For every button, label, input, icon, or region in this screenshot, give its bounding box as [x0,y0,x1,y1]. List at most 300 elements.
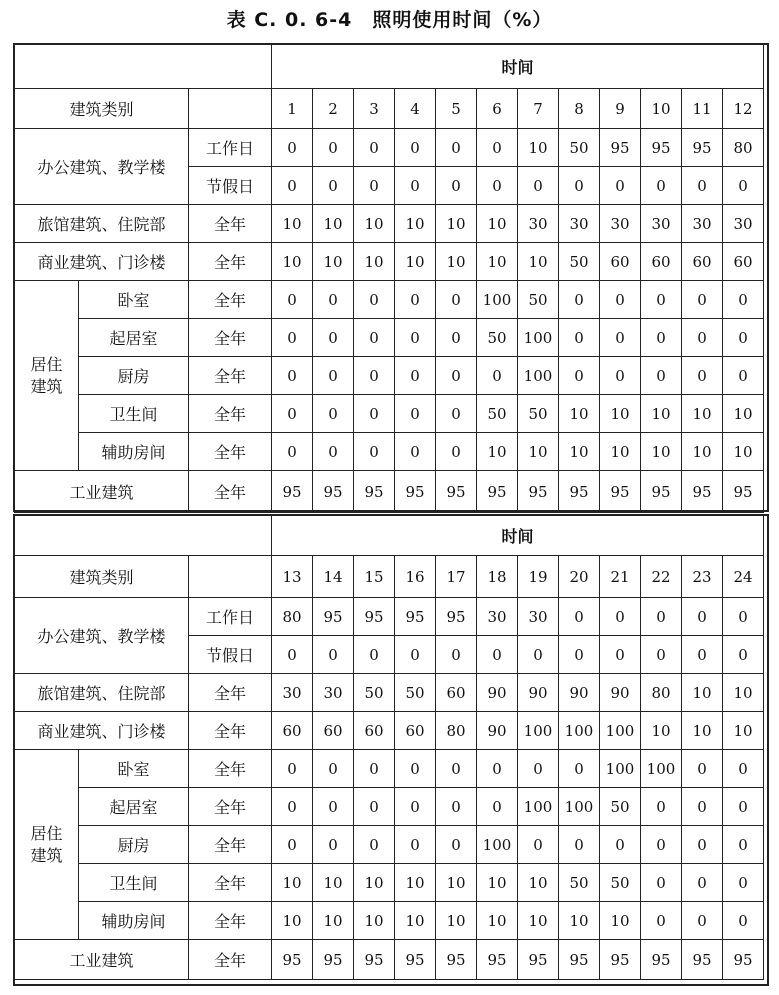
value-cell: 0 [559,598,600,636]
table-title: 表 C. 0. 6-4 照明使用时间（%） [226,9,553,31]
value-cell: 10 [395,205,436,243]
category-cell: 旅馆建筑、住院部 [15,205,189,243]
value-cell: 0 [272,826,313,864]
value-cell: 95 [559,940,600,980]
value-cell: 10 [641,433,682,471]
value-cell: 0 [354,319,395,357]
value-cell: 0 [682,281,723,319]
value-cell: 0 [436,129,477,167]
time-header-row [15,516,764,556]
value-cell: 100 [477,826,518,864]
value-cell: 80 [641,674,682,712]
value-cell: 0 [559,826,600,864]
value-cell: 10 [272,205,313,243]
hour-cell: 20 [559,556,600,598]
value-cell: 30 [518,205,559,243]
value-cell: 0 [641,826,682,864]
value-cell: 10 [272,864,313,902]
value-cell: 0 [354,750,395,788]
value-cell: 95 [600,471,641,513]
hour-cell: 15 [354,556,395,598]
value-cell: 95 [313,940,354,980]
value-cell: 0 [313,281,354,319]
hour-cell: 6 [477,89,518,129]
hour-cell: 23 [682,556,723,598]
value-cell: 0 [436,395,477,433]
value-cell: 0 [395,129,436,167]
value-cell: 0 [477,750,518,788]
corner-cell [15,45,272,89]
value-cell: 0 [395,433,436,471]
period-cell: 全年 [189,826,272,864]
value-cell: 60 [354,712,395,750]
residential-group-cell [15,750,79,940]
hour-cell: 17 [436,556,477,598]
value-cell: 0 [272,129,313,167]
value-cell: 0 [559,281,600,319]
value-cell: 0 [600,281,641,319]
value-cell: 60 [395,712,436,750]
corner-cell [15,516,272,556]
value-cell: 50 [354,674,395,712]
value-cell: 95 [641,129,682,167]
value-cell: 30 [641,205,682,243]
value-cell: 0 [436,319,477,357]
table-row [15,129,764,167]
value-cell: 10 [518,243,559,281]
hour-cell: 18 [477,556,518,598]
value-cell: 30 [682,205,723,243]
value-cell: 60 [723,243,764,281]
value-cell: 10 [518,129,559,167]
value-cell: 95 [272,940,313,980]
value-cell: 0 [641,636,682,674]
value-cell: 0 [272,281,313,319]
value-cell: 0 [436,788,477,826]
value-cell: 95 [354,598,395,636]
value-cell: 60 [436,674,477,712]
value-cell: 95 [477,471,518,513]
value-cell: 60 [313,712,354,750]
value-cell: 0 [682,636,723,674]
subcategory-cell: 厨房 [79,357,189,395]
value-cell: 0 [518,636,559,674]
value-cell: 100 [559,788,600,826]
value-cell: 0 [682,357,723,395]
table-row [15,395,764,433]
value-cell: 10 [395,243,436,281]
value-cell: 0 [272,788,313,826]
value-cell: 95 [559,471,600,513]
value-cell: 10 [477,902,518,940]
value-cell: 10 [395,902,436,940]
value-cell: 10 [313,864,354,902]
value-cell: 0 [600,826,641,864]
value-cell: 10 [682,433,723,471]
table-row [15,826,764,864]
category-cell: 商业建筑、门诊楼 [15,243,189,281]
value-cell: 10 [518,902,559,940]
category-cell: 工业建筑 [15,471,189,513]
table-row [15,712,764,750]
value-cell: 0 [723,357,764,395]
value-cell: 0 [682,902,723,940]
value-cell: 0 [354,129,395,167]
table-row [15,902,764,940]
hour-cell: 1 [272,89,313,129]
value-cell: 10 [682,674,723,712]
value-cell: 95 [518,940,559,980]
section-separator [14,510,766,511]
value-cell: 10 [518,433,559,471]
value-cell: 10 [436,205,477,243]
value-cell: 80 [272,598,313,636]
value-cell: 0 [518,167,559,205]
table-row [15,243,764,281]
period-cell: 全年 [189,864,272,902]
hour-cell: 24 [723,556,764,598]
value-cell: 0 [600,598,641,636]
value-cell: 50 [477,395,518,433]
value-cell: 30 [313,674,354,712]
value-cell: 0 [272,433,313,471]
value-cell: 0 [600,636,641,674]
value-cell: 0 [723,826,764,864]
value-cell: 0 [641,788,682,826]
value-cell: 95 [682,471,723,513]
subcategory-cell: 卫生间 [79,395,189,433]
category-cell: 商业建筑、门诊楼 [15,712,189,750]
value-cell: 0 [272,395,313,433]
period-cell: 全年 [189,433,272,471]
value-cell: 95 [723,471,764,513]
period-cell: 工作日 [189,129,272,167]
value-cell: 0 [682,598,723,636]
residential-group-cell [15,281,79,471]
period-cell: 节假日 [189,636,272,674]
value-cell: 95 [600,940,641,980]
value-cell: 95 [354,471,395,513]
value-cell: 0 [723,281,764,319]
value-cell: 0 [641,319,682,357]
value-cell: 100 [600,712,641,750]
value-cell: 10 [272,243,313,281]
value-cell: 100 [518,319,559,357]
value-cell: 0 [641,598,682,636]
value-cell: 0 [600,357,641,395]
value-cell: 0 [436,357,477,395]
value-cell: 10 [641,712,682,750]
value-cell: 0 [641,281,682,319]
hour-cell: 4 [395,89,436,129]
building-type-header: 建筑类别 [15,556,189,598]
value-cell: 10 [354,205,395,243]
period-header-cell [189,556,272,598]
period-cell: 全年 [189,357,272,395]
value-cell: 0 [313,357,354,395]
hours-row [15,89,764,129]
value-cell: 0 [723,788,764,826]
hour-cell: 7 [518,89,559,129]
value-cell: 10 [559,433,600,471]
value-cell: 90 [477,674,518,712]
value-cell: 10 [436,864,477,902]
value-cell: 10 [313,902,354,940]
building-type-header: 建筑类别 [15,89,189,129]
value-cell: 10 [600,433,641,471]
value-cell: 95 [313,471,354,513]
value-cell: 0 [682,319,723,357]
value-cell: 0 [682,167,723,205]
value-cell: 10 [641,395,682,433]
value-cell: 0 [395,319,436,357]
value-cell: 95 [354,940,395,980]
subcategory-cell: 辅助房间 [79,902,189,940]
value-cell: 95 [313,598,354,636]
hour-cell: 19 [518,556,559,598]
table-row [15,788,764,826]
value-cell: 0 [354,788,395,826]
value-cell: 10 [354,243,395,281]
subcategory-cell: 起居室 [79,319,189,357]
table-row [15,433,764,471]
value-cell: 50 [559,129,600,167]
subcategory-cell: 起居室 [79,788,189,826]
period-cell: 全年 [189,395,272,433]
value-cell: 100 [518,357,559,395]
value-cell: 0 [313,750,354,788]
value-cell: 0 [436,826,477,864]
period-header-cell [189,89,272,129]
residential-group-label: 居住建筑 [30,823,63,865]
category-cell: 旅馆建筑、住院部 [15,674,189,712]
value-cell: 80 [436,712,477,750]
value-cell: 60 [272,712,313,750]
table-row [15,864,764,902]
period-cell: 全年 [189,750,272,788]
value-cell: 0 [723,636,764,674]
value-cell: 0 [518,750,559,788]
value-cell: 0 [641,902,682,940]
value-cell: 0 [395,826,436,864]
value-cell: 0 [641,864,682,902]
value-cell: 10 [723,433,764,471]
value-cell: 0 [723,598,764,636]
value-cell: 100 [518,788,559,826]
value-cell: 50 [559,864,600,902]
value-cell: 30 [559,205,600,243]
hour-cell: 12 [723,89,764,129]
period-cell: 全年 [189,205,272,243]
value-cell: 10 [313,243,354,281]
value-cell: 0 [313,826,354,864]
value-cell: 0 [354,395,395,433]
value-cell: 10 [477,243,518,281]
subcategory-cell: 卧室 [79,750,189,788]
value-cell: 0 [354,167,395,205]
value-cell: 60 [682,243,723,281]
value-cell: 0 [313,129,354,167]
value-cell: 0 [682,864,723,902]
value-cell: 10 [518,864,559,902]
period-cell: 全年 [189,940,272,980]
category-cell: 办公建筑、教学楼 [15,129,189,205]
value-cell: 10 [559,902,600,940]
value-cell: 0 [354,433,395,471]
value-cell: 0 [600,319,641,357]
value-cell: 0 [682,826,723,864]
value-cell: 60 [641,243,682,281]
value-cell: 0 [559,319,600,357]
value-cell: 0 [395,167,436,205]
value-cell: 100 [559,712,600,750]
value-cell: 0 [477,167,518,205]
table-row [15,471,764,513]
value-cell: 0 [600,167,641,205]
value-cell: 90 [559,674,600,712]
value-cell: 95 [641,940,682,980]
period-cell: 全年 [189,788,272,826]
value-cell: 10 [395,864,436,902]
value-cell: 30 [272,674,313,712]
value-cell: 10 [682,395,723,433]
value-cell: 0 [477,129,518,167]
lighting-time-table-hours-13-24 [14,515,764,980]
subcategory-cell: 厨房 [79,826,189,864]
lighting-time-table-hours-1-12 [14,44,764,513]
value-cell: 95 [395,471,436,513]
value-cell: 0 [477,636,518,674]
value-cell: 90 [600,674,641,712]
value-cell: 10 [723,395,764,433]
value-cell: 90 [477,712,518,750]
value-cell: 0 [723,319,764,357]
value-cell: 10 [354,902,395,940]
value-cell: 0 [272,750,313,788]
hour-cell: 13 [272,556,313,598]
value-cell: 0 [559,167,600,205]
time-header-row [15,45,764,89]
value-cell: 0 [723,750,764,788]
value-cell: 30 [518,598,559,636]
value-cell: 0 [354,281,395,319]
period-cell: 全年 [189,712,272,750]
value-cell: 95 [395,940,436,980]
hour-cell: 14 [313,556,354,598]
value-cell: 10 [477,205,518,243]
value-cell: 50 [600,864,641,902]
value-cell: 10 [313,205,354,243]
hours-row [15,556,764,598]
value-cell: 100 [477,281,518,319]
hour-cell: 11 [682,89,723,129]
value-cell: 0 [559,750,600,788]
value-cell: 95 [723,940,764,980]
value-cell: 0 [313,395,354,433]
value-cell: 0 [436,750,477,788]
value-cell: 0 [272,636,313,674]
value-cell: 0 [436,433,477,471]
value-cell: 50 [518,395,559,433]
value-cell: 10 [600,395,641,433]
value-cell: 30 [600,205,641,243]
value-cell: 0 [272,319,313,357]
value-cell: 10 [723,674,764,712]
value-cell: 10 [436,243,477,281]
value-cell: 95 [641,471,682,513]
hour-cell: 8 [559,89,600,129]
table-row [15,750,764,788]
value-cell: 100 [641,750,682,788]
residential-group-label: 居住建筑 [30,354,63,396]
value-cell: 0 [723,864,764,902]
value-cell: 60 [600,243,641,281]
value-cell: 0 [518,826,559,864]
value-cell: 0 [272,167,313,205]
value-cell: 0 [395,281,436,319]
value-cell: 95 [272,471,313,513]
value-cell: 0 [395,636,436,674]
value-cell: 0 [477,357,518,395]
value-cell: 100 [518,712,559,750]
value-cell: 0 [723,902,764,940]
subcategory-cell: 辅助房间 [79,433,189,471]
value-cell: 0 [682,788,723,826]
value-cell: 90 [518,674,559,712]
value-cell: 95 [682,940,723,980]
value-cell: 0 [313,167,354,205]
value-cell: 0 [395,750,436,788]
value-cell: 0 [641,167,682,205]
value-cell: 10 [354,864,395,902]
value-cell: 50 [559,243,600,281]
period-cell: 全年 [189,674,272,712]
value-cell: 95 [436,471,477,513]
table-row [15,319,764,357]
period-cell: 全年 [189,319,272,357]
hour-cell: 10 [641,89,682,129]
table-row [15,598,764,636]
value-cell: 95 [682,129,723,167]
value-cell: 0 [559,636,600,674]
value-cell: 0 [559,357,600,395]
value-cell: 0 [682,750,723,788]
period-cell: 全年 [189,243,272,281]
value-cell: 0 [354,636,395,674]
value-cell: 10 [436,902,477,940]
value-cell: 10 [723,712,764,750]
value-cell: 10 [272,902,313,940]
hour-cell: 22 [641,556,682,598]
value-cell: 0 [395,357,436,395]
table-row [15,674,764,712]
table-row [15,205,764,243]
value-cell: 10 [600,902,641,940]
hour-cell: 3 [354,89,395,129]
value-cell: 0 [395,788,436,826]
value-cell: 95 [477,940,518,980]
value-cell: 0 [354,357,395,395]
value-cell: 95 [600,129,641,167]
value-cell: 10 [559,395,600,433]
value-cell: 95 [436,940,477,980]
hour-cell: 21 [600,556,641,598]
value-cell: 50 [518,281,559,319]
period-cell: 节假日 [189,167,272,205]
time-header: 时间 [272,516,764,556]
value-cell: 10 [682,712,723,750]
category-cell: 办公建筑、教学楼 [15,598,189,674]
